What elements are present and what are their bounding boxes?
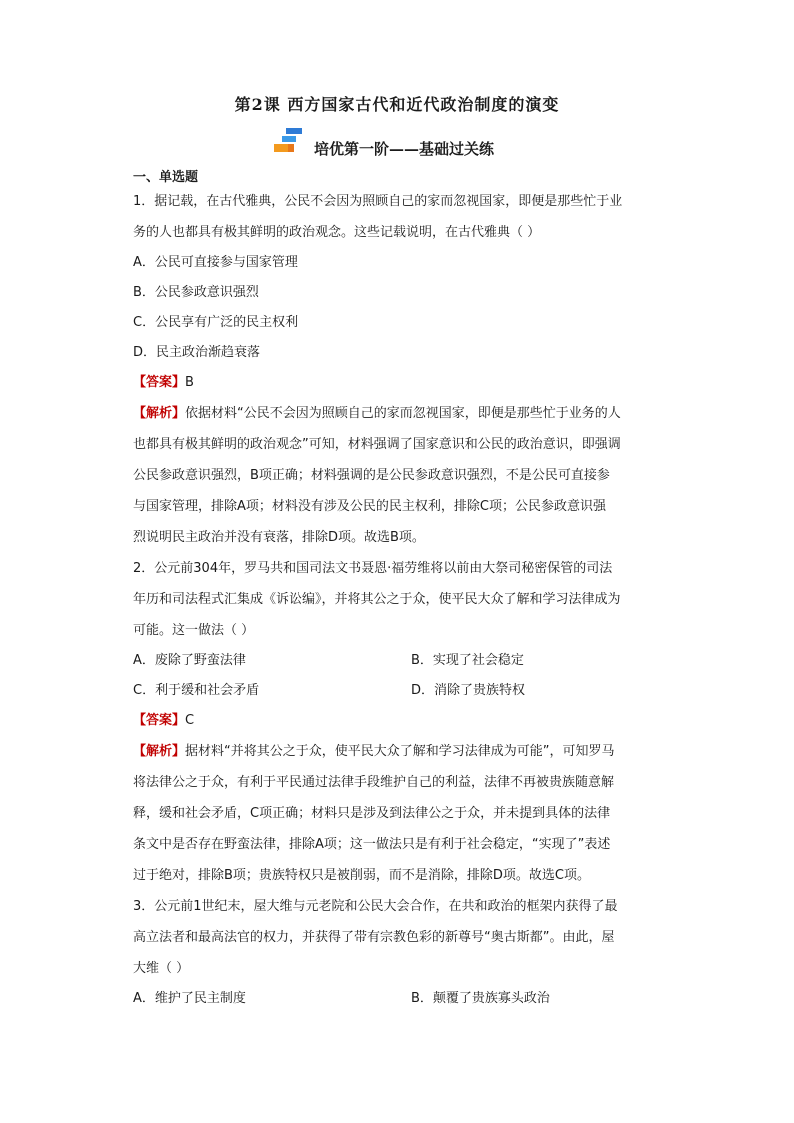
q2-analysis-line: 条文中是否存在野蛮法律，排除A项；这一做法只是有利于社会稳定，“实现了”表述 [133,837,611,852]
q1-analysis-line: 烈说明民主政治并没有衰落，排除D项。故选B项。 [133,530,425,545]
analysis-tag: 【解析】 [133,406,186,421]
q1-option-c: C．公民享有广泛的民主权利 [133,315,299,330]
q1-stem-line: 1．据记载，在古代雅典，公民不会因为照顾自己的家而忽视国家，即便是那些忙于业 [133,194,623,209]
q1-analysis-line: 公民参政意识强烈，B项正确；材料强调的是公民参政意识强烈，不是公民可直接参 [133,468,610,483]
q3-stem-line: 3．公元前1世纪末，屋大维与元老院和公民大会合作，在共和政治的框架内获得了最 [133,899,618,914]
q2-stem-line: 年历和司法程式汇集成《诉讼编》，并将其公之于众，使平民大众了解和学习法律成为 [133,592,621,607]
answer-value: B [185,375,194,390]
section-heading: 一、单选题 [133,170,199,185]
q1-analysis-line: 与国家管理，排除A项；材料没有涉及公民的民主权利，排除C项；公民参政意识强 [133,499,606,514]
q2-options-row [133,646,661,676]
q2-analysis-line: 过于绝对，排除B项；贵族特权只是被削弱，而不是消除，排除D项。故选C项。 [133,868,591,883]
steps-logo-icon [272,128,308,156]
answer-tag: 【答案】 [133,713,186,728]
q1-option-d: D．民主政治渐趋衰落 [133,345,261,360]
q1-answer [133,368,661,398]
q2-analysis-line [133,736,661,767]
answer-value: C [185,713,195,728]
q3-stem-line: 大维（ ） [133,961,190,976]
analysis-text: 依据材料“公民不会因为照顾自己的家而忽视国家，即便是那些忙于业务的人 [185,406,621,421]
q2-option-c: C．利于缓和社会矛盾 [133,683,260,698]
q2-stem-line: 2．公元前304年，罗马共和国司法文书聂恩·福劳维将以前由大祭司秘密保管的司法 [133,561,613,576]
q2-answer [133,706,661,736]
q2-option-b: B．实现了社会稳定 [411,653,524,668]
q2-stem-line: 可能。这一做法（ ） [133,623,255,638]
q2-analysis-line: 释，缓和社会矛盾，C项正确；材料只是涉及到法律公之于众，并未提到具体的法律 [133,806,611,821]
analysis-tag: 【解析】 [133,744,186,759]
q3-options-row [133,984,661,1014]
q1-analysis-line [133,398,661,429]
q3-option-b: B．颠覆了贵族寡头政治 [411,991,550,1006]
q3-stem-line: 高立法者和最高法官的权力，并获得了带有宗教色彩的新尊号“奥古斯都”。由此，屋 [133,930,615,945]
subtitle: 培优第一阶——基础过关练 [314,140,495,158]
answer-tag: 【答案】 [133,375,186,390]
q2-option-a: A．废除了野蛮法律 [133,653,246,668]
q1-option-b: B．公民参政意识强烈 [133,285,259,300]
q3-option-a: A．维护了民主制度 [133,991,246,1006]
lesson-title: 第2课 西方国家古代和近代政治制度的演变 [234,95,560,114]
q1-analysis-line: 也都具有极其鲜明的政治观念”可知，材料强调了国家意识和公民的政治意识，即强调 [133,437,621,452]
q1-option-a: A．公民可直接参与国家管理 [133,255,298,270]
q1-stem-line: 务的人也都具有极其鲜明的政治观念。这些记载说明，在古代雅典（ ） [133,225,541,240]
analysis-text: 据材料“并将其公之于众，使平民大众了解和学习法律成为可能”，可知罗马 [185,744,615,759]
q2-options-row [133,676,661,706]
q2-option-d: D．消除了贵族特权 [411,683,526,698]
q2-analysis-line: 将法律公之于众，有利于平民通过法律手段维护自己的利益，法律不再被贵族随意解 [133,775,615,790]
question-content [133,186,661,1014]
